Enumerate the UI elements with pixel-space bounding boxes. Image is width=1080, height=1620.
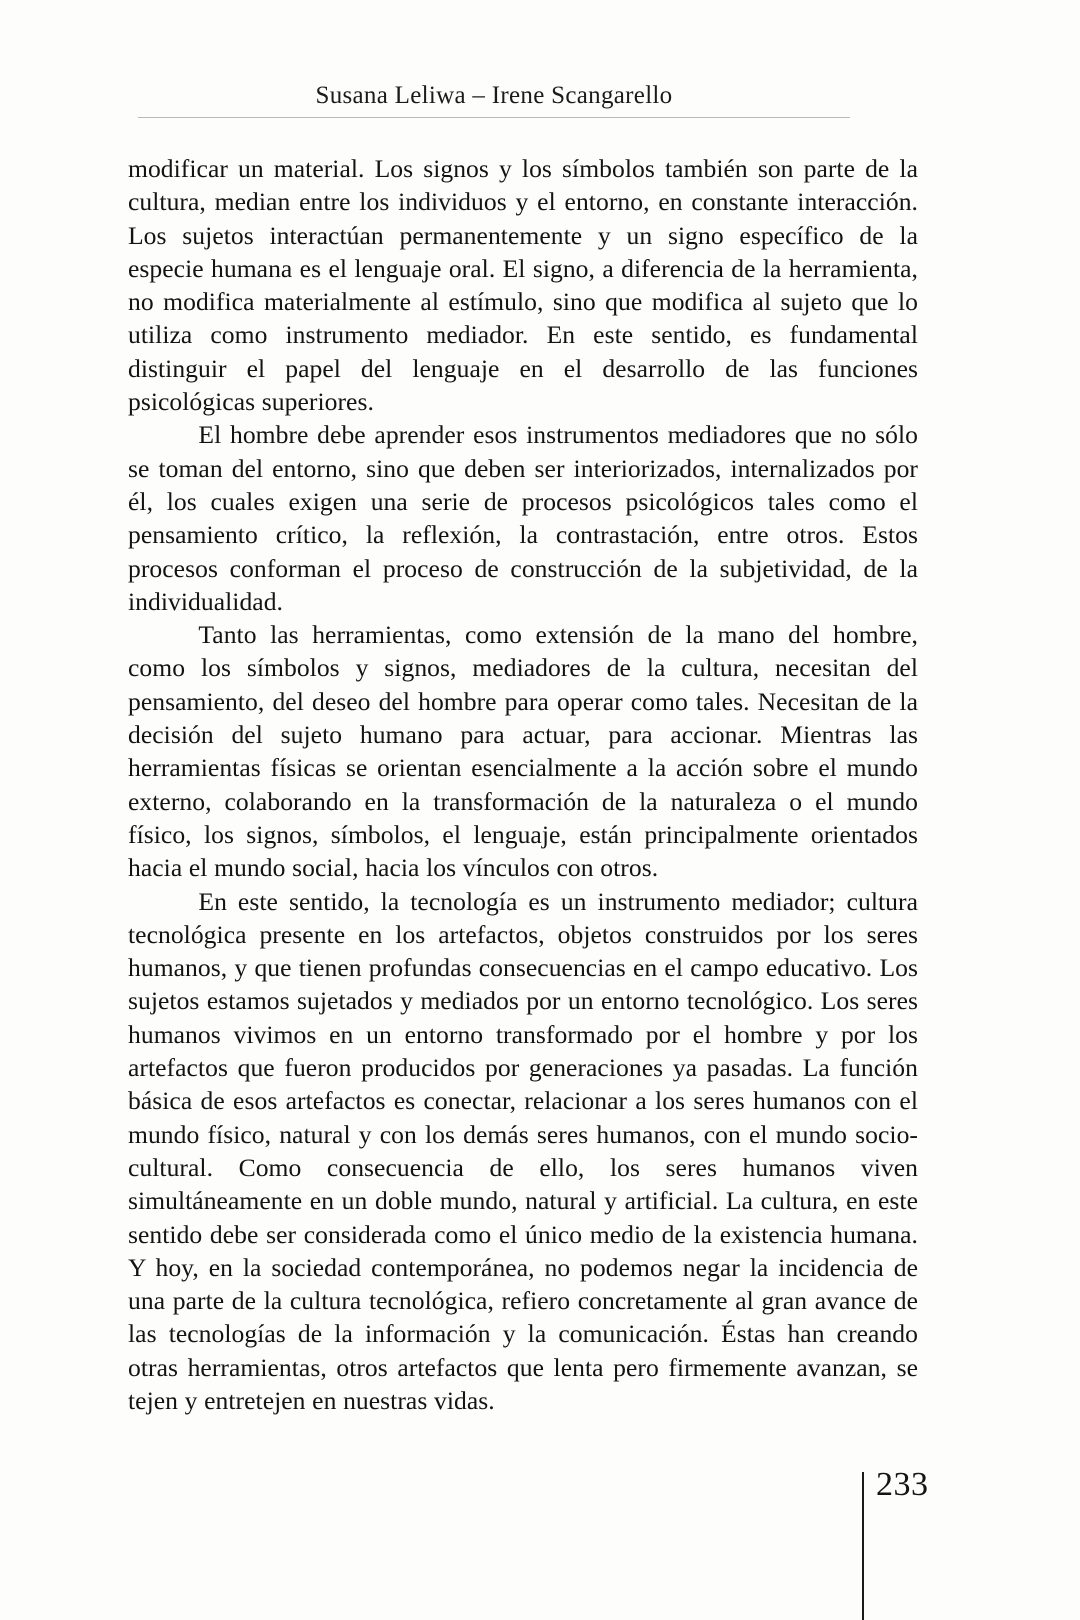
page-number: 233	[876, 1466, 929, 1503]
paragraph-2: El hombre debe aprender esos instrumentos mediadores que no sólo se toman del entorno, sino que deben ser interiorizados, internalizados por él, los cuales exigen una serie de procesos psicológicos tales como el pensamiento crítico, la reflexión, la contrastación, entre otros. Estos procesos conforman el proceso de construcción de la subjetividad, de la individualidad.	[128, 420, 918, 616]
paragraph-1: modificar un material. Los signos y los símbolos también son parte de la cultura, median entre los individuos y el entorno, en constante interacción. Los sujetos interactúan permanentemente y un signo específico de la especie humana es el lenguaje oral. El signo, a diferencia de la herramienta, no modifica materialmente al estímulo, sino que modifica al sujeto que lo utiliza como instrumento mediador. En este sentido, es fundamental distinguir el papel del lenguaje en el desarrollo de las funciones psicológicas superiores.	[128, 154, 918, 417]
header-divider-rule	[138, 117, 850, 118]
paragraph-3: Tanto las herramientas, como extensión de la mano del hombre, como los símbolos y signos, mediadores de la cultura, necesitan del pensamiento, del deseo del hombre para operar como tales. Necesitan de la decisión del sujeto humano para actuar, para accionar. Mientras las herramientas físicas se orientan esencialmente a la acción sobre el mundo externo, colaborando en la transformación de la naturaleza o el mundo físico, los signos, símbolos, el lenguaje, están principalmente orientados hacia el mundo social, hacia los vínculos con otros.	[128, 620, 918, 883]
body-text-block	[128, 152, 918, 1417]
running-head	[138, 82, 850, 111]
running-head-text: Susana Leliwa – Irene Scangarello	[315, 82, 673, 109]
folio-vertical-rule	[862, 1472, 864, 1620]
paragraph-4: En este sentido, la tecnología es un instrumento mediador; cultura tecnológica presente en los artefactos, objetos construidos por los seres humanos, y que tienen profundas consecuencias en el campo educativo. Los sujetos estamos sujetados y mediados por un entorno tecnológico. Los seres humanos vivimos en un entorno transformado por el hombre y por los artefactos que fueron producidos por generaciones ya pasadas. La función básica de esos artefactos es conectar, relacionar a los seres humanos con el mundo físico, natural y con los demás seres humanos, con el mundo socio-cultural. Como consecuencia de ello, los seres humanos viven simultáneamente en un doble mundo, natural y artificial. La cultura, en este sentido debe ser considerada como el único medio de la existencia humana. Y hoy, en la sociedad contemporánea, no podemos negar la incidencia de una parte de la cultura tecnológica, refiero concretamente al gran avance de las tecnologías de la información y la comunicación. Éstas han creando otras herramientas, otros artefactos que lenta pero firmemente avanzan, se tejen y entretejen en nuestras vidas.	[128, 886, 918, 1415]
